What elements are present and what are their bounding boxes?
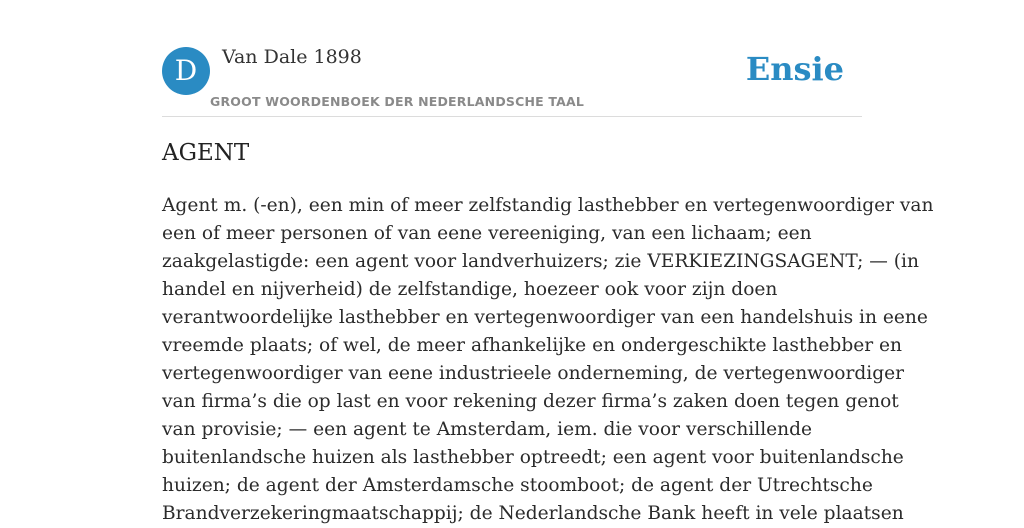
entry-headword: AGENT	[162, 140, 250, 166]
dictionary-header	[162, 44, 862, 117]
definition-line: huizen; de agent der Amsterdamsche stoomboot; de agent der Utrechtsche	[162, 475, 873, 496]
definition-line: handel en nijverheid) de zelfstandige, hoezeer ook voor zijn doen	[162, 279, 778, 300]
definition-line: Brandverzekeringmaatschappij; de Nederlandsche Bank heeft in vele plaatsen	[162, 503, 904, 524]
definition-line: buitenlandsche huizen als lasthebber optreedt; een agent voor buitenlandsche	[162, 447, 904, 468]
ensie-brand-logo[interactable]: Ensie	[745, 50, 844, 88]
definition-line: zaakgelastigde: een agent voor landverhuizers; zie VERKIEZINGSAGENT; — (in	[162, 251, 919, 272]
entry-definition	[162, 192, 934, 528]
definition-line: Agent m. (-en), een min of meer zelfstandig lasthebber en vertegenwoordiger van	[162, 195, 934, 216]
dictionary-logo-icon[interactable]: D	[162, 47, 210, 95]
definition-line: een of meer personen of van eene vereeniging, van een lichaam; een	[162, 223, 812, 244]
definition-line: verantwoordelijke lasthebber en vertegenwoordiger van een handelshuis in eene	[162, 307, 928, 328]
definition-line: vreemde plaats; of wel, de meer afhankelijke en ondergeschikte lasthebber en	[162, 335, 903, 356]
definition-line: vertegenwoordiger van eene industrieele onderneming, de vertegenwoordiger	[162, 363, 905, 384]
definition-line: van firma’s die op last en voor rekening dezer firma’s zaken doen tegen genot	[162, 391, 899, 412]
dictionary-subtitle: GROOT WOORDENBOEK DER NEDERLANDSCHE TAAL	[210, 94, 585, 109]
dictionary-title[interactable]: Van Dale 1898	[222, 46, 362, 68]
definition-line: van provisie; — een agent te Amsterdam, iem. die voor verschillende	[162, 419, 813, 440]
